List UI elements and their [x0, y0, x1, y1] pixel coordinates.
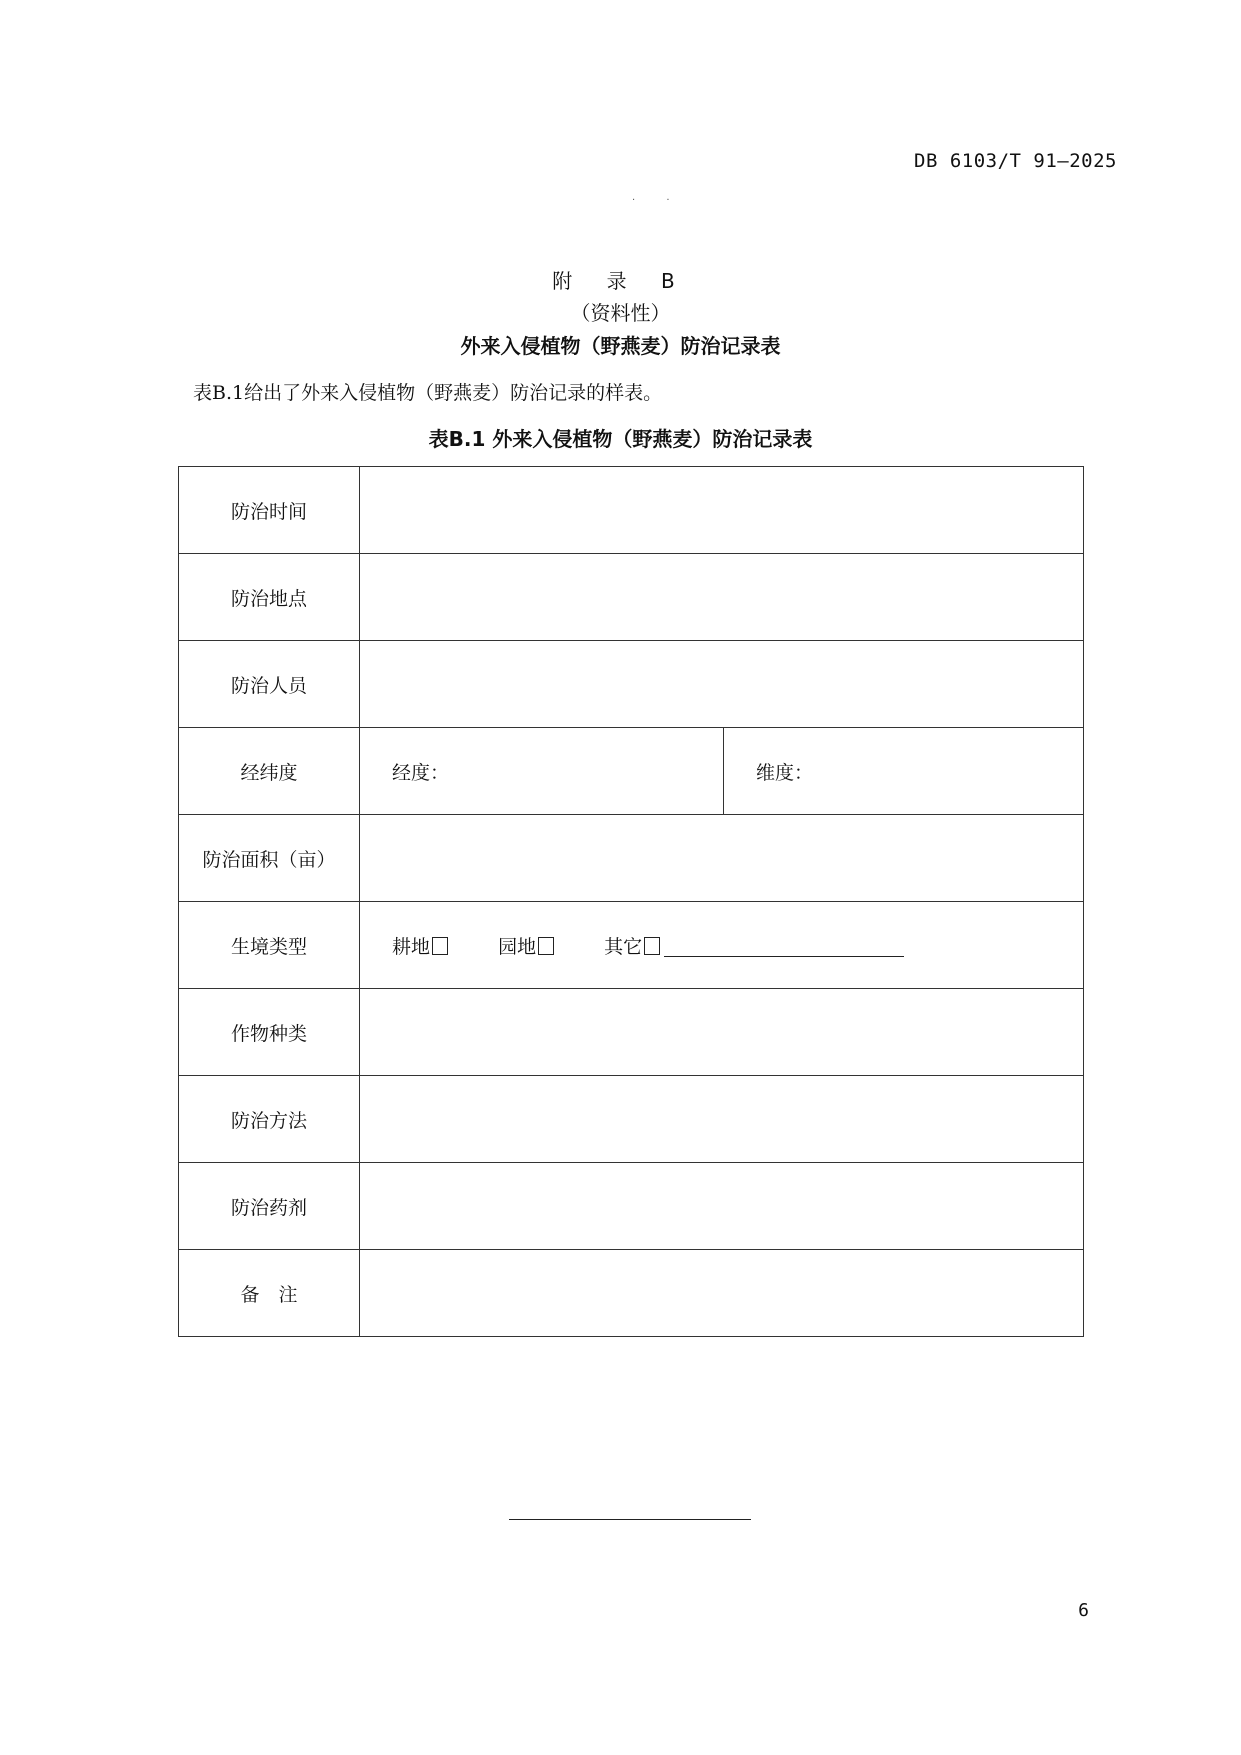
checkbox-icon[interactable] — [432, 937, 448, 955]
row-label: 作物种类 — [179, 989, 360, 1076]
value-cell-agent[interactable] — [360, 1163, 1084, 1250]
table-row — [179, 989, 1084, 1076]
end-divider — [509, 1519, 751, 1520]
value-cell-time[interactable] — [360, 467, 1084, 554]
record-table — [178, 466, 1084, 1337]
intro-text: 表B.1给出了外来入侵植物（野燕麦）防治记录的样表。 — [193, 382, 663, 404]
table-row — [179, 641, 1084, 728]
document-code: DB 6103/T 91—2025 — [914, 150, 1117, 172]
page-number: 6 — [1078, 1600, 1089, 1621]
latitude-label: 维度： — [756, 761, 814, 784]
value-cell-personnel[interactable] — [360, 641, 1084, 728]
row-label: 防治面积（亩） — [179, 815, 360, 902]
appendix-type: （资料性） — [570, 301, 671, 325]
habitat-cell — [360, 902, 1084, 989]
row-label: 备 注 — [179, 1250, 360, 1337]
habitat-option-label: 耕地 — [392, 935, 431, 958]
row-label: 防治药剂 — [179, 1163, 360, 1250]
table-row — [179, 467, 1084, 554]
table-row — [179, 1250, 1084, 1337]
table-row — [179, 1076, 1084, 1163]
table-row — [179, 815, 1084, 902]
longitude-cell[interactable] — [360, 728, 724, 815]
checkbox-icon[interactable] — [644, 937, 660, 955]
habitat-option-label: 园地 — [498, 935, 537, 958]
value-cell-remarks[interactable] — [360, 1250, 1084, 1337]
habitat-option-farmland[interactable] — [392, 936, 448, 958]
value-cell-location[interactable] — [360, 554, 1084, 641]
table-caption: 表B.1 外来入侵植物（野燕麦）防治记录表 — [428, 427, 813, 451]
habitat-option-garden[interactable] — [498, 936, 554, 958]
row-label: 防治方法 — [179, 1076, 360, 1163]
table-row — [179, 554, 1084, 641]
habitat-option-label: 其它 — [604, 935, 643, 958]
table-row — [179, 902, 1084, 989]
value-cell-area[interactable] — [360, 815, 1084, 902]
checkbox-icon[interactable] — [538, 937, 554, 955]
longitude-label: 经度： — [392, 761, 450, 784]
value-cell-method[interactable] — [360, 1076, 1084, 1163]
appendix-title: 附 录 B — [552, 269, 689, 293]
row-label: 经纬度 — [179, 728, 360, 815]
row-label: 防治时间 — [179, 467, 360, 554]
habitat-option-other[interactable] — [604, 936, 904, 958]
row-label: 防治地点 — [179, 554, 360, 641]
appendix-name: 外来入侵植物（野燕麦）防治记录表 — [460, 334, 781, 358]
table-row — [179, 1163, 1084, 1250]
latitude-cell[interactable] — [724, 728, 1084, 815]
value-cell-crop[interactable] — [360, 989, 1084, 1076]
other-fill-line[interactable] — [664, 938, 904, 957]
header-marks: · · — [632, 195, 684, 206]
row-label: 防治人员 — [179, 641, 360, 728]
table-row — [179, 728, 1084, 815]
row-label: 生境类型 — [179, 902, 360, 989]
